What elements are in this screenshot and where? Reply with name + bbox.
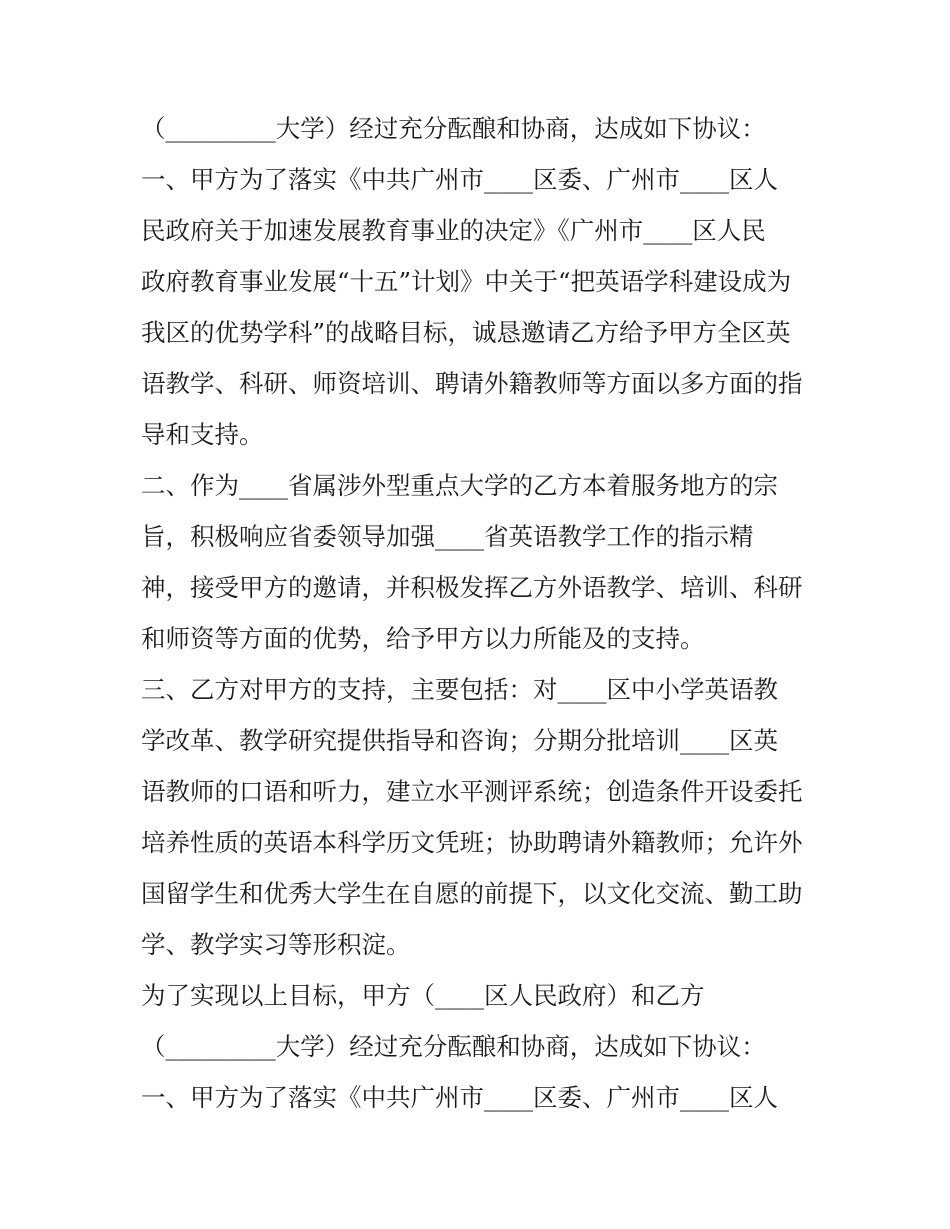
- text-line: 学、教学实习等形积淀。: [141, 930, 411, 959]
- text-line: 民政府关于加速发展教育事业的决定》《广州市____区人民: [141, 216, 766, 245]
- text-line: 培养性质的英语本科学历文凭班；协助聘请外籍教师；允许外: [141, 828, 803, 857]
- text-line: 我区的优势学科”的战略目标，诚恳邀请乙方给予甲方全区英: [141, 318, 791, 347]
- text-line: （_________大学）经过充分酝酿和协商，达成如下协议：: [141, 114, 766, 143]
- text-line: 国留学生和优秀大学生在自愿的前提下，以文化交流、勤工助: [141, 879, 803, 908]
- text-line: 学改革、教学研究提供指导和咨询；分期分批培训____区英: [141, 726, 778, 755]
- text-line: 一、甲方为了落实《中共广州市____区委、广州市____区人: [141, 1083, 778, 1112]
- text-line: 为了实现以上目标，甲方（____区人民政府）和乙方: [141, 981, 705, 1010]
- text-line: 三、乙方对甲方的支持，主要包括：对____区中小学英语教: [141, 675, 778, 704]
- text-line: 和师资等方面的优势，给予甲方以力所能及的支持。: [141, 624, 705, 653]
- text-line: 政府教育事业发展“十五”计划》中关于“把英语学科建设成为: [141, 267, 792, 296]
- text-line: 神，接受甲方的邀请，并积极发挥乙方外语教学、培训、科研: [141, 573, 803, 602]
- text-line: （_________大学）经过充分酝酿和协商，达成如下协议：: [141, 1032, 766, 1061]
- text-line: 语教学、科研、师资培训、聘请外籍教师等方面以多方面的指: [141, 369, 803, 398]
- text-line: 导和支持。: [141, 420, 264, 449]
- text-line: 一、甲方为了落实《中共广州市____区委、广州市____区人: [141, 165, 778, 194]
- text-line: 二、作为____省属涉外型重点大学的乙方本着服务地方的宗: [141, 471, 778, 500]
- text-line: 语教师的口语和听力，建立水平测评系统；创造条件开设委托: [141, 777, 803, 806]
- text-line: 旨，积极响应省委领导加强____省英语教学工作的指示精: [141, 522, 754, 551]
